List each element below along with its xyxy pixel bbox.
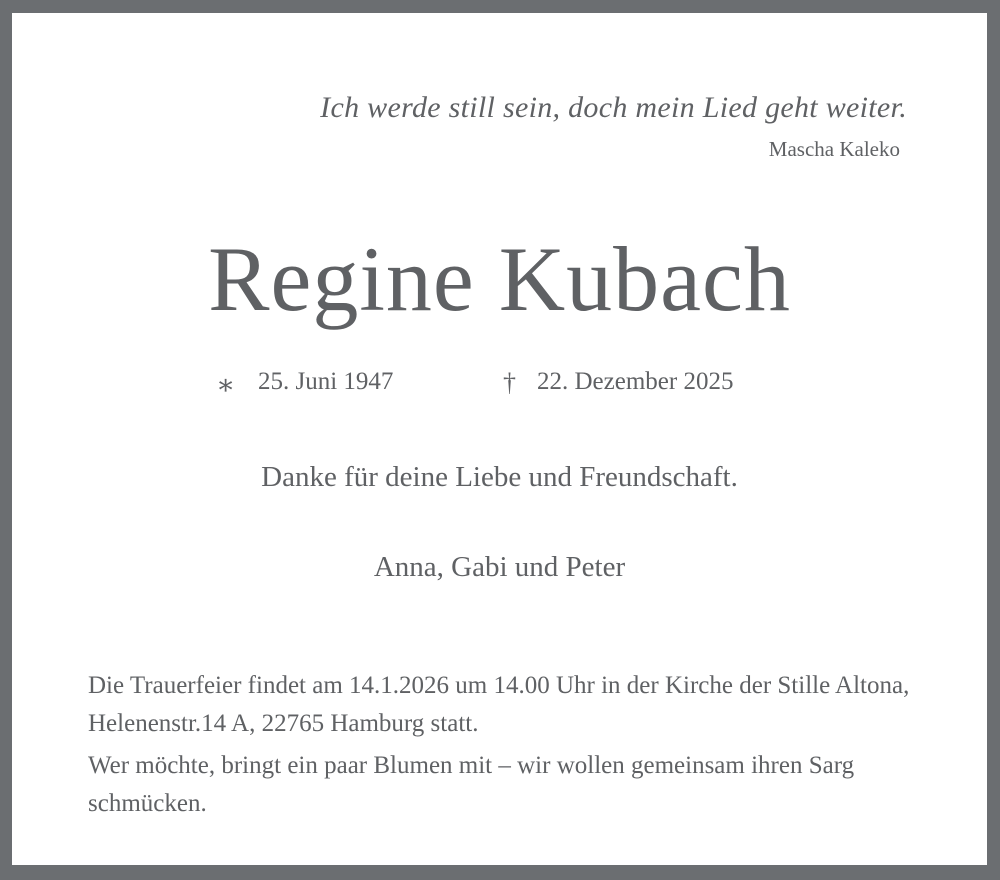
quote-text: Ich werde still sein, doch mein Lied geht weiter. xyxy=(320,91,907,124)
quote-author: Mascha Kaleko xyxy=(768,137,900,161)
thanks-message: Danke für deine Liebe und Freundschaft. xyxy=(261,461,738,493)
death-cross-icon: † xyxy=(503,368,516,397)
death-date: 22. Dezember 2025 xyxy=(537,368,734,395)
birth-date: 25. Juni 1947 xyxy=(258,368,394,395)
funeral-info xyxy=(88,667,918,823)
life-dates xyxy=(12,368,987,400)
deceased-name: Regine Kubach xyxy=(208,228,791,330)
birth-star-icon: ∗ xyxy=(216,370,236,401)
funeral-details: Die Trauerfeier findet am 14.1.2026 um 14.00 Uhr in der Kirche der Stille Altona, Helenenstr.14 A, 22765 Hamburg statt. xyxy=(88,672,910,737)
flowers-note: Wer möchte, bringt ein paar Blumen mit – wir wollen gemeinsam ihren Sarg schmücken. xyxy=(88,752,855,817)
signers: Anna, Gabi und Peter xyxy=(373,551,626,583)
obituary-card xyxy=(12,13,987,865)
